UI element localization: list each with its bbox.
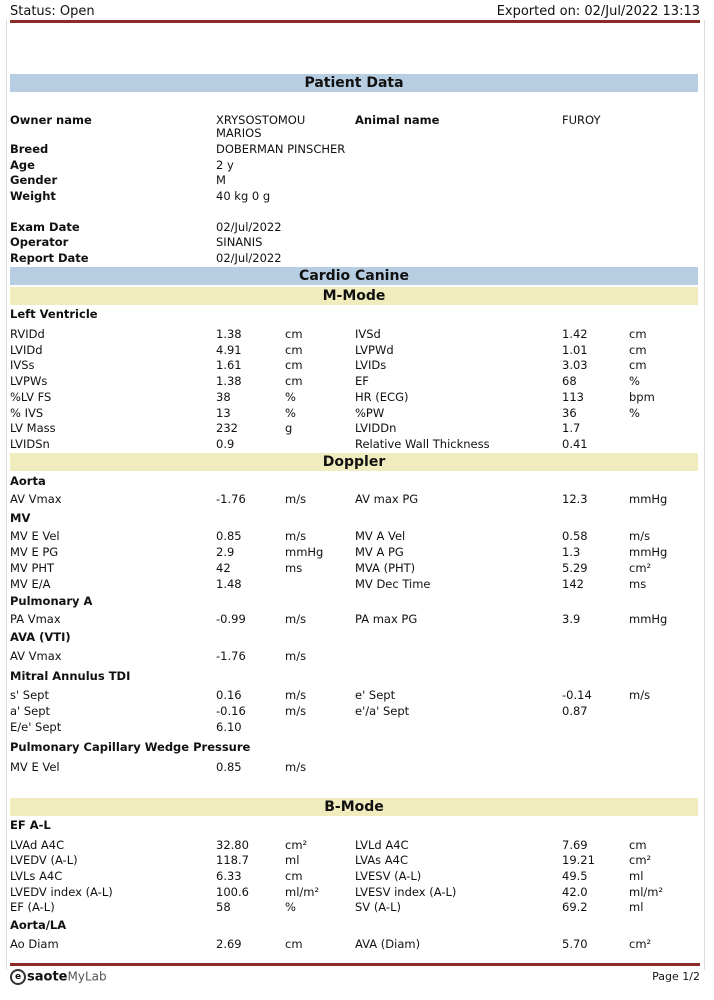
measurement-right-value: 5.70 xyxy=(562,937,588,951)
measurement-right-value: 49.5 xyxy=(562,869,588,883)
measurement-right-value: 0.58 xyxy=(562,529,588,543)
measurement-left-value: 13 xyxy=(216,406,231,420)
measurement-right-value: 1.01 xyxy=(562,343,588,357)
measurement-right-value: 0.87 xyxy=(562,704,588,718)
measurement-right-value: 0.41 xyxy=(562,437,588,451)
measurement-left-unit: ml/m² xyxy=(285,885,320,899)
group-title: MV xyxy=(10,511,31,525)
frame-left xyxy=(6,20,7,970)
report-date-value: 02/Jul/2022 xyxy=(216,251,282,265)
measurement-right-unit: cm² xyxy=(629,561,652,575)
measurement-right-value: 113 xyxy=(562,390,584,404)
measurement-left-label: MV E PG xyxy=(10,545,59,559)
measurement-right-value: 19.21 xyxy=(562,853,595,867)
bmode-section-header: B-Mode xyxy=(10,798,698,816)
measurement-right-value: 36 xyxy=(562,406,577,420)
owner-value-2: MARIOS xyxy=(216,126,262,140)
measurement-left-unit: ml xyxy=(285,853,300,867)
measurement-right-value: 1.3 xyxy=(562,545,581,559)
measurement-left-value: -1.76 xyxy=(216,492,246,506)
measurement-left-value: -1.76 xyxy=(216,649,246,663)
measurement-right-unit: bpm xyxy=(629,390,655,404)
measurement-left-label: MV E Vel xyxy=(10,529,60,543)
measurement-left-value: 58 xyxy=(216,900,231,914)
measurement-right-unit: ml xyxy=(629,869,644,883)
measurement-left-value: 6.10 xyxy=(216,720,242,734)
measurement-left-value: 1.38 xyxy=(216,327,242,341)
measurement-right-label: Relative Wall Thickness xyxy=(355,437,490,451)
measurement-left-label: LVPWs xyxy=(10,374,48,388)
measurement-left-value: -0.99 xyxy=(216,612,246,626)
weight-value: 40 kg 0 g xyxy=(216,189,271,203)
measurement-right-label: MV A PG xyxy=(355,545,404,559)
page-number: Page 1/2 xyxy=(652,970,700,983)
measurement-right-value: 3.03 xyxy=(562,358,588,372)
measurement-left-unit: % xyxy=(285,900,296,914)
measurement-right-value: 42.0 xyxy=(562,885,588,899)
measurement-left-label: RVIDd xyxy=(10,327,45,341)
measurement-right-label: AVA (Diam) xyxy=(355,937,421,951)
measurement-right-unit: m/s xyxy=(629,529,651,543)
measurement-right-unit: mmHg xyxy=(629,545,668,559)
measurement-right-label: IVSd xyxy=(355,327,381,341)
measurement-left-value: 42 xyxy=(216,561,231,575)
measurement-right-label: e'/a' Sept xyxy=(355,704,410,718)
measurement-right-value: 1.42 xyxy=(562,327,588,341)
measurement-right-unit: cm² xyxy=(629,853,652,867)
measurement-left-label: LVEDV index (A-L) xyxy=(10,885,113,899)
measurement-left-label: PA Vmax xyxy=(10,612,61,626)
measurement-left-label: % IVS xyxy=(10,406,44,420)
measurement-right-value: -0.14 xyxy=(562,688,592,702)
measurement-left-unit: cm xyxy=(285,343,303,357)
measurement-right-label: HR (ECG) xyxy=(355,390,409,404)
measurement-left-value: 100.6 xyxy=(216,885,249,899)
measurement-left-unit: % xyxy=(285,390,296,404)
measurement-right-label: EF xyxy=(355,374,369,388)
group-title: EF A-L xyxy=(10,818,51,832)
gender-label: Gender xyxy=(10,173,58,187)
measurement-left-label: MV PHT xyxy=(10,561,55,575)
measurement-right-label: MV Dec Time xyxy=(355,577,431,591)
measurement-left-label: IVSs xyxy=(10,358,35,372)
measurement-right-label: %PW xyxy=(355,406,385,420)
measurement-left-value: -0.16 xyxy=(216,704,246,718)
measurement-left-unit: m/s xyxy=(285,529,307,543)
measurement-left-label: LVEDV (A-L) xyxy=(10,853,78,867)
measurement-left-unit: cm xyxy=(285,869,303,883)
measurement-left-unit: m/s xyxy=(285,612,307,626)
measurement-left-unit: m/s xyxy=(285,760,307,774)
measurement-right-value: 3.9 xyxy=(562,612,581,626)
measurement-left-unit: m/s xyxy=(285,688,307,702)
animal-value: FUROY xyxy=(562,113,601,127)
measurement-left-unit: ms xyxy=(285,561,303,575)
doppler-section-header: Doppler xyxy=(10,453,698,471)
measurement-right-unit: m/s xyxy=(629,688,651,702)
measurement-left-value: 1.48 xyxy=(216,577,242,591)
logo-e-mark: e xyxy=(10,969,26,985)
measurement-left-label: LVLs A4C xyxy=(10,869,63,883)
measurement-left-value: 0.9 xyxy=(216,437,235,451)
measurement-right-unit: % xyxy=(629,374,640,388)
measurement-right-label: MV A Vel xyxy=(355,529,406,543)
group-title: Aorta/LA xyxy=(10,918,67,932)
measurement-left-value: 2.69 xyxy=(216,937,242,951)
measurement-left-label: LV Mass xyxy=(10,421,56,435)
measurement-left-label: s' Sept xyxy=(10,688,49,702)
measurement-left-value: 0.85 xyxy=(216,760,242,774)
export-timestamp: Exported on: 02/Jul/2022 13:13 xyxy=(496,4,700,19)
animal-label: Animal name xyxy=(355,113,440,127)
patient-data-header: Patient Data xyxy=(10,74,698,92)
measurement-left-unit: cm xyxy=(285,374,303,388)
measurement-left-label: AV Vmax xyxy=(10,492,62,506)
measurement-left-label: LVIDd xyxy=(10,343,43,357)
age-value: 2 y xyxy=(216,158,234,172)
owner-value-1: XRYSOSTOMOU xyxy=(216,113,306,127)
frame-right xyxy=(704,20,705,970)
measurement-left-label: AV Vmax xyxy=(10,649,62,663)
group-title: Pulmonary Capillary Wedge Pressure xyxy=(10,740,251,754)
measurement-right-label: LVESV (A-L) xyxy=(355,869,422,883)
operator-label: Operator xyxy=(10,235,69,249)
measurement-left-unit: cm xyxy=(285,358,303,372)
exam-date-label: Exam Date xyxy=(10,220,80,234)
breed-label: Breed xyxy=(10,142,49,156)
measurement-left-value: 6.33 xyxy=(216,869,242,883)
top-bar xyxy=(0,0,714,22)
gender-value: M xyxy=(216,173,226,187)
mmode-section-header: M-Mode xyxy=(10,287,698,305)
measurement-left-label: E/e' Sept xyxy=(10,720,62,734)
measurement-left-unit: cm xyxy=(285,327,303,341)
measurement-left-value: 38 xyxy=(216,390,231,404)
measurement-left-unit: mmHg xyxy=(285,545,324,559)
exam-date-value: 02/Jul/2022 xyxy=(216,220,282,234)
measurement-left-value: 0.16 xyxy=(216,688,242,702)
measurement-right-value: 7.69 xyxy=(562,838,588,852)
measurement-right-label: SV (A-L) xyxy=(355,900,401,914)
measurement-left-value: 2.9 xyxy=(216,545,235,559)
study-header: Cardio Canine xyxy=(10,267,698,285)
group-title: Mitral Annulus TDI xyxy=(10,669,131,683)
measurement-left-unit: m/s xyxy=(285,704,307,718)
status-text: Status: Open xyxy=(10,4,95,19)
measurement-right-unit: cm² xyxy=(629,937,652,951)
group-title: Left Ventricle xyxy=(10,307,98,321)
measurement-left-value: 1.61 xyxy=(216,358,242,372)
measurement-left-label: MV E Vel xyxy=(10,760,60,774)
operator-value: SINANIS xyxy=(216,235,263,249)
measurement-right-unit: cm xyxy=(629,343,647,357)
age-label: Age xyxy=(10,158,35,172)
measurement-right-label: AV max PG xyxy=(355,492,419,506)
measurement-left-unit: g xyxy=(285,421,293,435)
measurement-left-label: EF (A-L) xyxy=(10,900,55,914)
measurement-right-value: 142 xyxy=(562,577,584,591)
group-title: Pulmonary A xyxy=(10,594,93,608)
weight-label: Weight xyxy=(10,189,56,203)
measurement-left-value: 232 xyxy=(216,421,238,435)
measurement-right-label: LVPWd xyxy=(355,343,394,357)
measurement-left-label: LVAd A4C xyxy=(10,838,65,852)
measurement-right-unit: mmHg xyxy=(629,612,668,626)
measurement-left-value: 4.91 xyxy=(216,343,242,357)
measurement-right-unit: ml/m² xyxy=(629,885,664,899)
report-date-label: Report Date xyxy=(10,251,89,265)
measurement-left-unit: m/s xyxy=(285,492,307,506)
top-divider xyxy=(10,20,700,23)
measurement-left-value: 32.80 xyxy=(216,838,249,852)
logo-mylab: MyLab xyxy=(67,969,107,984)
measurement-left-label: %LV FS xyxy=(10,390,52,404)
measurement-right-unit: ms xyxy=(629,577,647,591)
breed-value: DOBERMAN PINSCHER xyxy=(216,142,346,156)
owner-label: Owner name xyxy=(10,113,92,127)
measurement-left-label: LVIDSn xyxy=(10,437,50,451)
measurement-right-value: 5.29 xyxy=(562,561,588,575)
measurement-right-value: 1.7 xyxy=(562,421,581,435)
measurement-right-unit: % xyxy=(629,406,640,420)
measurement-left-unit: % xyxy=(285,406,296,420)
measurement-right-unit: cm xyxy=(629,327,647,341)
measurement-right-label: LVLd A4C xyxy=(355,838,409,852)
measurement-left-value: 118.7 xyxy=(216,853,249,867)
measurement-right-label: PA max PG xyxy=(355,612,418,626)
measurement-right-label: LVESV index (A-L) xyxy=(355,885,457,899)
esaote-mylab-logo xyxy=(10,969,107,985)
group-title: Aorta xyxy=(10,474,46,488)
measurement-right-value: 68 xyxy=(562,374,577,388)
measurement-left-label: a' Sept xyxy=(10,704,51,718)
measurement-right-label: LVIDs xyxy=(355,358,387,372)
measurement-left-unit: cm xyxy=(285,937,303,951)
measurement-right-unit: cm xyxy=(629,358,647,372)
logo-brand: saote xyxy=(27,969,68,985)
measurement-right-label: e' Sept xyxy=(355,688,396,702)
measurement-right-value: 69.2 xyxy=(562,900,588,914)
bottom-divider xyxy=(10,963,700,966)
measurement-left-label: Ao Diam xyxy=(10,937,59,951)
measurement-right-label: LVAs A4C xyxy=(355,853,409,867)
measurement-left-value: 1.38 xyxy=(216,374,242,388)
measurement-left-value: 0.85 xyxy=(216,529,242,543)
measurement-left-unit: cm² xyxy=(285,838,308,852)
measurement-right-unit: cm xyxy=(629,838,647,852)
measurement-left-unit: m/s xyxy=(285,649,307,663)
measurement-left-label: MV E/A xyxy=(10,577,51,591)
measurement-right-unit: ml xyxy=(629,900,644,914)
measurement-right-label: LVIDDn xyxy=(355,421,397,435)
measurement-right-label: MVA (PHT) xyxy=(355,561,416,575)
group-title: AVA (VTI) xyxy=(10,630,71,644)
measurement-right-unit: mmHg xyxy=(629,492,668,506)
measurement-right-value: 12.3 xyxy=(562,492,588,506)
